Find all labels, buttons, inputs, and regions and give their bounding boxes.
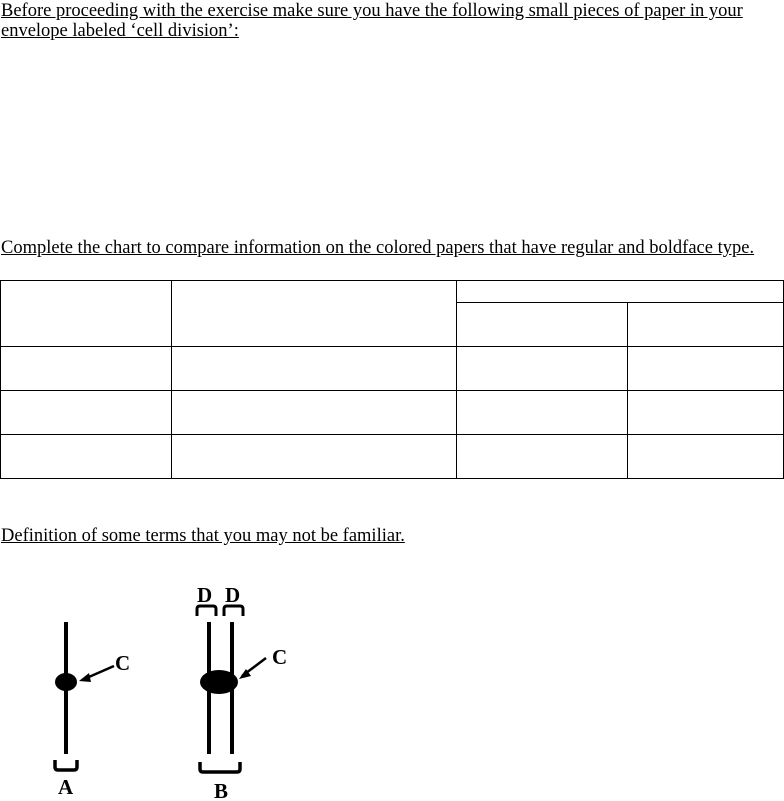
chart-cell	[172, 391, 457, 435]
chart-row	[1, 347, 784, 391]
intro-text-line-1: Before proceeding with the exercise make sure you have the following small pieces of paper in your	[1, 1, 743, 21]
bracket-d-right	[224, 606, 243, 616]
label-c-left: C	[115, 651, 131, 675]
chart-cell	[1, 435, 172, 479]
header-group-cell	[457, 281, 784, 303]
chromosome-diagram	[0, 570, 320, 801]
bracket-b	[200, 762, 240, 772]
label-c-right: C	[272, 645, 288, 669]
chart-cell	[457, 347, 628, 391]
duplicated-chromosome	[197, 583, 287, 801]
centromere	[55, 673, 77, 691]
subheader-cell	[628, 303, 784, 347]
chart-cell	[1, 347, 172, 391]
chart-cell	[628, 391, 784, 435]
label-a: A	[58, 775, 74, 799]
chart-row	[1, 391, 784, 435]
chart-cell	[457, 391, 628, 435]
header-cell	[1, 281, 172, 347]
label-d-right: D	[225, 583, 241, 607]
subheader-cell	[457, 303, 628, 347]
label-b: B	[214, 779, 229, 801]
chart-cell	[628, 347, 784, 391]
chart-cell	[172, 347, 457, 391]
chart-cell	[1, 391, 172, 435]
comparison-chart	[0, 280, 784, 479]
label-d-left: D	[197, 583, 213, 607]
chart-cell	[457, 435, 628, 479]
chart-cell	[172, 435, 457, 479]
arrow-head	[79, 673, 91, 682]
intro-text-line-2: envelope labeled ‘cell division’:	[1, 21, 239, 41]
chart-row	[1, 435, 784, 479]
header-cell	[172, 281, 457, 347]
chart-header-row	[1, 281, 784, 303]
chart-cell	[628, 435, 784, 479]
bracket-d-left	[197, 606, 216, 616]
chart-instruction: Complete the chart to compare information on the colored papers that have regular and boldface type.	[1, 238, 755, 258]
centromere	[200, 670, 238, 694]
single-chromosome	[55, 622, 130, 799]
definitions-heading: Definition of some terms that you may not be familiar.	[1, 526, 405, 546]
bracket-a	[55, 760, 77, 770]
